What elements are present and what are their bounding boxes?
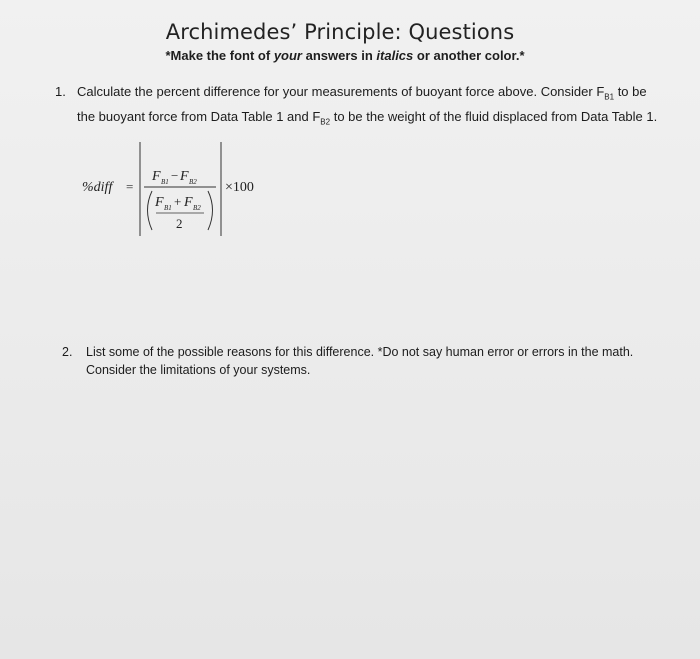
instruction-subtitle: [0, 48, 690, 63]
question-1-text-b: to be the buoyant force from Data Table 1 and F: [77, 84, 647, 124]
page-title: Archimedes’ Principle: Questions: [165, 20, 515, 44]
den-f2: F: [184, 195, 193, 210]
paren-right: [208, 191, 213, 230]
question-2-number: 2.: [62, 345, 73, 359]
subtitle-text-1: *Make the font of: [165, 48, 274, 63]
question-1-sub-b2: B2: [320, 117, 331, 127]
question-1-sub-b1: B1: [604, 92, 615, 102]
num-minus: −: [171, 168, 179, 183]
den-two: 2: [176, 216, 183, 231]
formula-lhs: %diff: [82, 180, 113, 195]
formula-times-100: ×100: [225, 180, 254, 195]
num-sub-b1: B1: [161, 178, 169, 186]
den-f1: F: [155, 195, 164, 210]
formula-equals: =: [126, 179, 134, 194]
subtitle-italics: italics: [376, 48, 414, 63]
num-f2: F: [180, 169, 189, 184]
question-2: [62, 343, 662, 379]
den-sub-b1: B1: [164, 204, 172, 212]
num-f1: F: [152, 169, 161, 184]
subtitle-your: your: [273, 48, 302, 63]
question-1-number: 1.: [55, 84, 66, 99]
paren-left: [148, 191, 153, 230]
question-1-text: [77, 82, 665, 131]
question-1-text-c: to be the weight of the fluid displaced from Data Table 1.: [330, 108, 658, 124]
question-2-text: List some of the possible reasons for this difference. *Do not say human error or errors in the math. Consider the limitations of your systems.: [86, 345, 634, 377]
percent-difference-formula: [82, 140, 282, 240]
question-1-text-a: Calculate the percent difference for your measurements of buoyant force above. Consider F: [77, 84, 605, 99]
subtitle-text-2: answers in: [301, 48, 377, 63]
subtitle-text-3: or another color.*: [413, 48, 525, 63]
den-plus: +: [174, 194, 182, 209]
den-sub-b2: B2: [193, 204, 201, 212]
question-1: [55, 82, 665, 131]
num-sub-b2: B2: [189, 178, 197, 186]
